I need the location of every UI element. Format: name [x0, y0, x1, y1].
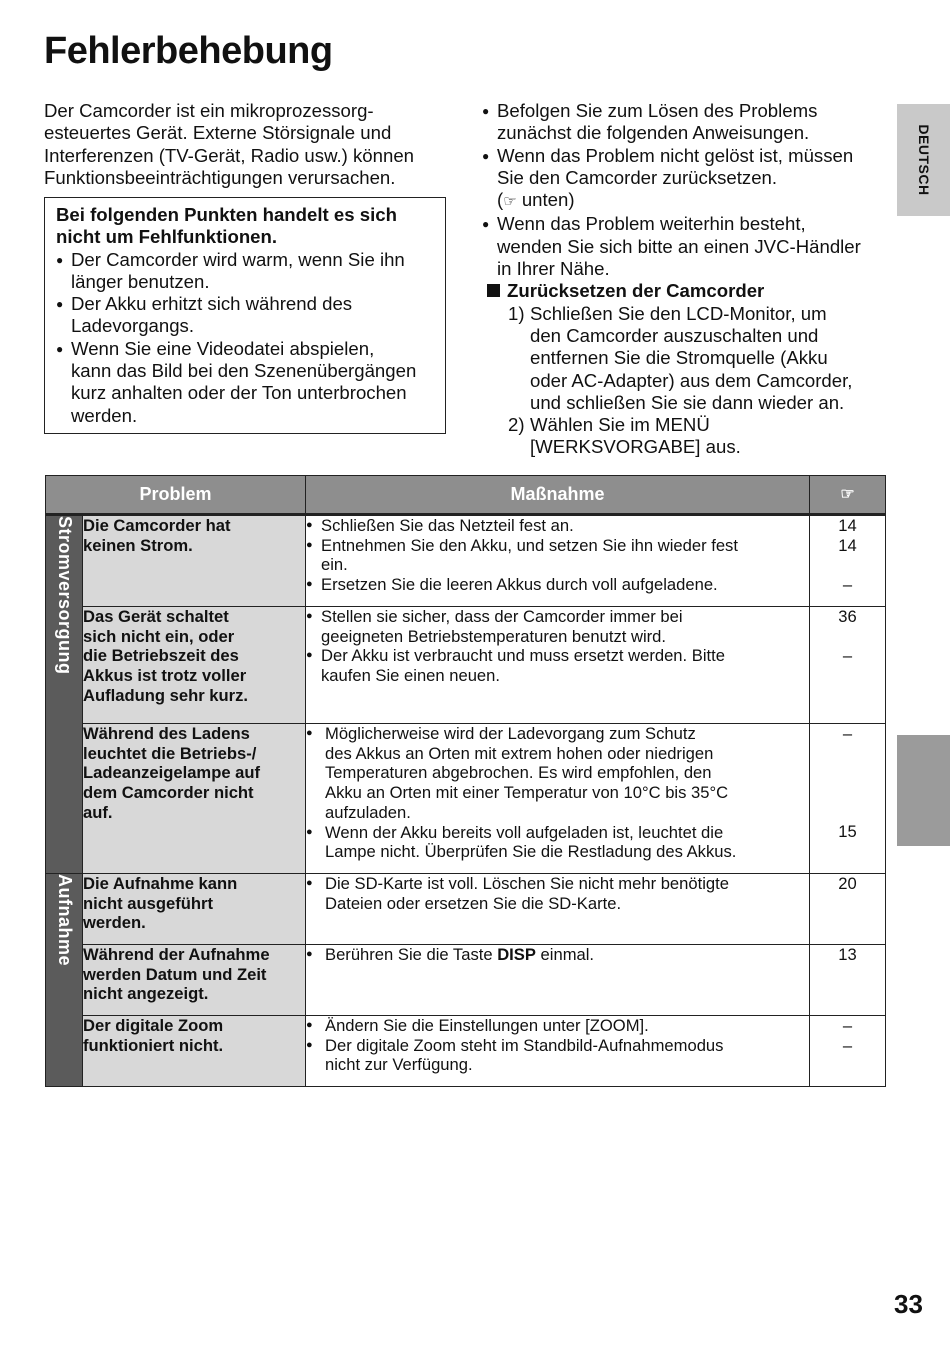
problem-line: Ladeanzeigelampe auf [83, 763, 261, 783]
reset-heading [487, 280, 892, 302]
page-ref: – [842, 575, 853, 595]
step-line: den Camcorder auszuschalten und [530, 324, 819, 346]
ref-cell [810, 945, 886, 1016]
problem-line: auf. [83, 802, 113, 822]
page-ref [810, 783, 885, 803]
measure-line: ● Wenn der Akku bereits voll aufgeladen ist, leuchtet die [325, 822, 724, 842]
page-ref [810, 803, 885, 823]
step-line: und schließen Sie sie dann wieder an. [530, 391, 845, 413]
category-label: Aufnahme [54, 874, 75, 967]
problem-line: werden Datum und Zeit [83, 964, 267, 984]
instruction-bullet [482, 100, 892, 145]
instruction-bullet [482, 145, 892, 214]
problem-cell [83, 1016, 306, 1087]
intro-line: Interferenzen (TV-Gerät, Radio usw.) können [44, 144, 414, 166]
page-ref [810, 763, 885, 783]
problem-line: dem Camcorder nicht [83, 783, 254, 803]
problem-cell [83, 607, 306, 724]
reference-text: unten) [516, 189, 575, 211]
note-item-line: länger benutzen. [71, 270, 210, 292]
page-ref: 15 [838, 822, 857, 842]
table-row [46, 607, 886, 724]
category-cell [46, 874, 83, 1087]
category-cell [46, 515, 83, 874]
page-ref: – [842, 724, 853, 743]
page-ref [810, 627, 885, 647]
problem-line: funktioniert nicht. [83, 1035, 224, 1055]
problem-line: leuchtet die Betriebs-/ [83, 743, 257, 763]
measure-item [306, 724, 809, 823]
disp-key-label: DISP [497, 945, 536, 964]
instruction-bullet [482, 213, 892, 280]
page-ref [810, 744, 885, 764]
note-box [44, 197, 446, 434]
problem-cell [83, 945, 306, 1016]
measure-line: kaufen Sie einen neuen. [321, 666, 500, 686]
troubleshooting-table [45, 475, 886, 1087]
note-item [56, 338, 435, 427]
measure-cell [306, 874, 810, 945]
measure-line: ● Ändern Sie die Einstellungen unter [ZOOM]. [325, 1016, 649, 1035]
page-ref: 20 [838, 874, 857, 893]
ref-cell [810, 1016, 886, 1087]
page-ref: 14 [838, 516, 857, 535]
measure-line: Akku an Orten mit einer Temperatur von 10°C bis 35°C [325, 783, 729, 803]
measure-line: ● Die SD-Karte ist voll. Löschen Sie nicht mehr benötigte [325, 874, 729, 893]
measure-cell [306, 724, 810, 874]
problem-line: Aufladung sehr kurz. [83, 685, 249, 705]
problem-line: Die Aufnahme kann [83, 874, 238, 893]
measure-line: ● Der Akku ist verbraucht und muss ersetzt werden. Bitte [321, 646, 725, 666]
note-item-line: ● Der Camcorder wird warm, wenn Sie ihn [71, 248, 405, 270]
instructions-column [482, 100, 892, 459]
measure-item [306, 874, 809, 913]
note-item-line: ● Der Akku erhitzt sich während des [71, 293, 353, 315]
note-heading-line: Bei folgenden Punkten handelt es sich [56, 204, 397, 225]
measure-item [306, 575, 809, 595]
measure-item [306, 646, 809, 685]
problem-line: die Betriebszeit des [83, 646, 239, 666]
measure-item [306, 607, 809, 646]
measure-item [306, 1016, 809, 1036]
pointing-hand-icon: ☞ [503, 193, 517, 211]
header-measure: Maßnahme [306, 476, 810, 515]
measure-cell [306, 945, 810, 1016]
note-item [56, 249, 435, 294]
instruction-line: ● Wenn das Problem weiterhin besteht, [497, 213, 806, 235]
page-title: Fehlerbehebung [44, 30, 333, 72]
table-row [46, 874, 886, 945]
measure-line: ein. [321, 555, 348, 575]
table-row [46, 515, 886, 607]
note-item-line: werden. [71, 404, 138, 426]
language-tab-label: DEUTSCH [915, 124, 932, 196]
measure-line: aufzuladen. [325, 802, 411, 822]
problem-cell [83, 515, 306, 607]
page-ref: 14 [838, 535, 857, 555]
note-item-line: Ladevorgangs. [71, 315, 195, 337]
page-ref: 36 [838, 607, 857, 626]
intro-line: Der Camcorder ist ein mikroprozessorg- [44, 100, 374, 121]
problem-line: Das Gerät schaltet [83, 607, 229, 626]
page-ref: 13 [838, 945, 857, 964]
page-ref: – [842, 1016, 853, 1035]
note-heading-line: nicht um Fehlfunktionen. [56, 226, 278, 248]
problem-line: nicht angezeigt. [83, 984, 209, 1004]
intro-line: esteuertes Gerät. Externe Störsignale und [44, 122, 392, 144]
measure-line: Dateien oder ersetzen Sie die SD-Karte. [325, 893, 622, 913]
problem-line: Die Camcorder hat [83, 516, 231, 535]
problem-line: Akkus ist trotz voller [83, 666, 247, 686]
ref-cell [810, 724, 886, 874]
intro-line: Funktionsbeeinträchtigungen verursachen. [44, 166, 396, 188]
measure-line: geeigneten Betriebstemperaturen benutzt wird. [321, 626, 666, 646]
note-heading [56, 204, 435, 249]
measure-line: nicht zur Verfügung. [325, 1055, 473, 1075]
problem-line: nicht ausgeführt [83, 893, 213, 913]
reset-step [482, 414, 892, 459]
measure-item [306, 536, 809, 575]
note-item-line: kurz anhalten oder der Ton unterbrochen [71, 382, 407, 404]
page-ref [810, 555, 885, 575]
problem-line: werden. [83, 913, 146, 933]
header-ref [810, 476, 886, 515]
instruction-line: zunächst die folgenden Anweisungen. [497, 122, 810, 144]
problem-line: Der digitale Zoom [83, 1016, 224, 1035]
table-header-row [46, 476, 886, 515]
problem-line: Während der Aufnahme [83, 945, 270, 964]
table-row [46, 945, 886, 1016]
measure-line: ● Ersetzen Sie die leeren Akkus durch voll aufgeladene. [321, 575, 718, 595]
section-marker [897, 735, 950, 846]
measure-line: ● Stellen sie sicher, dass der Camcorder immer bei [321, 607, 683, 626]
step-line: oder AC-Adapter) aus dem Camcorder, [530, 369, 853, 391]
problem-line: keinen Strom. [83, 535, 193, 555]
language-tab [897, 104, 950, 216]
measure-line: ● Der digitale Zoom steht im Standbild-Aufnahmemodus [325, 1035, 724, 1055]
instruction-line: ● Wenn das Problem nicht gelöst ist, müssen [497, 144, 854, 166]
reset-heading-text: Zurücksetzen der Camcorder [507, 280, 765, 302]
problem-cell [83, 874, 306, 945]
measure-text: Berühren Sie die Taste [325, 945, 498, 964]
measure-line: Lampe nicht. Überprüfen Sie die Restladung des Akkus. [325, 842, 737, 862]
measure-item [306, 945, 809, 965]
instruction-line: in Ihrer Nähe. [497, 258, 610, 280]
note-item-line: kann das Bild bei den Szenenübergängen [71, 360, 417, 382]
measure-line: ● Schließen Sie das Netzteil fest an. [321, 516, 574, 535]
step-line: [WERKSVORGABE] aus. [530, 436, 741, 458]
problem-cell [83, 724, 306, 874]
measure-line: Temperaturen abgebrochen. Es wird empfohlen, den [325, 763, 712, 783]
table-row [46, 724, 886, 874]
measure-cell [306, 515, 810, 607]
step-line: Schließen Sie den LCD-Monitor, um [530, 302, 827, 324]
measure-line: ● Möglicherweise wird der Ladevorgang zum Schutz [325, 724, 696, 743]
step-number: 2) [508, 414, 525, 436]
problem-line: sich nicht ein, oder [83, 626, 235, 646]
square-bullet-icon [487, 284, 500, 297]
ref-cell [810, 874, 886, 945]
step-line: Wählen Sie im MENÜ [530, 414, 710, 436]
category-label: Stromversorgung [54, 516, 75, 675]
ref-cell [810, 515, 886, 607]
page-ref: – [842, 1035, 853, 1055]
measure-cell [306, 1016, 810, 1087]
pointing-hand-icon: ☞ [840, 486, 855, 504]
measure-item [306, 823, 809, 862]
ref-cell [810, 607, 886, 724]
step-line: entfernen Sie die Stromquelle (Akku [530, 347, 828, 369]
intro-paragraph [44, 100, 444, 189]
measure-cell [306, 607, 810, 724]
instruction-line: Sie den Camcorder zurücksetzen. [497, 166, 778, 188]
header-problem: Problem [46, 476, 306, 515]
table-row [46, 1016, 886, 1087]
note-item-line: ● Wenn Sie eine Videodatei abspielen, [71, 337, 375, 359]
measure-text: einmal. [535, 945, 595, 964]
measure-item [306, 516, 809, 536]
reset-step [482, 303, 892, 414]
measure-line: des Akkus an Orten mit extrem hohen oder niedrigen [325, 743, 714, 763]
measure-item [306, 1036, 809, 1075]
measure-line: ● Entnehmen Sie den Akku, und setzen Sie ihn wieder fest [321, 535, 738, 555]
instruction-line: wenden Sie sich bitte an einen JVC-Händler [497, 235, 861, 257]
reference-line: (☞ unten) [497, 189, 575, 211]
page-number: 33 [894, 1289, 923, 1319]
note-item [56, 293, 435, 338]
problem-line: Während des Ladens [83, 724, 250, 743]
instruction-line: ● Befolgen Sie zum Lösen des Problems [497, 100, 818, 121]
step-number: 1) [508, 302, 525, 324]
page-ref: – [842, 646, 853, 666]
